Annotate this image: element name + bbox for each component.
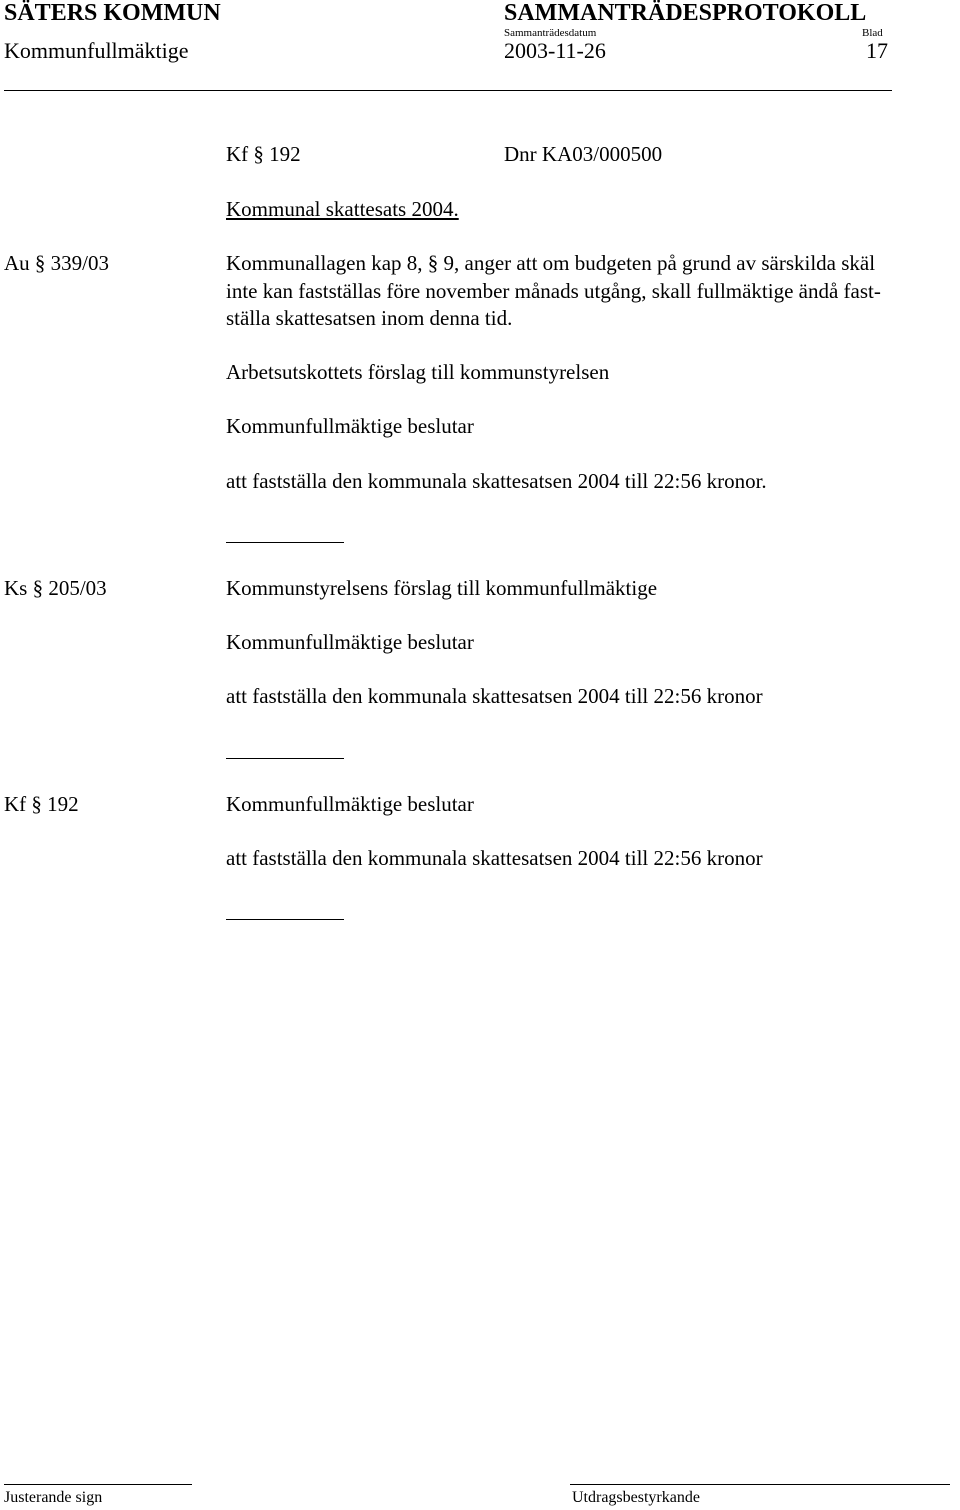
case-title: Kommunal skattesats 2004. (226, 197, 459, 221)
au-text-line-2: inte kan fastställas före november månads utgång, skall fullmäktige ändå fast- (226, 279, 881, 303)
body-name: Kommunfullmäktige (4, 38, 189, 63)
au-decision-heading: Kommunfullmäktige beslutar (226, 414, 474, 438)
ks-decision: att fastställa den kommunala skattesatsen 2004 till 22:56 kronor (226, 684, 763, 708)
case-ref: Kf § 192 (226, 142, 301, 166)
au-proposal: Arbetsutskottets förslag till kommunstyrelsen (226, 360, 610, 384)
separator-1 (226, 542, 344, 543)
case-dnr: Dnr KA03/000500 (504, 142, 663, 166)
au-ref: Au § 339/03 (4, 251, 109, 275)
kf-ref: Kf § 192 (4, 792, 79, 816)
ks-ref: Ks § 205/03 (4, 576, 107, 600)
meeting-date: 2003-11-26 (504, 38, 606, 63)
footer-justerande: Justerande sign (4, 1489, 103, 1506)
au-text-line-1: Kommunallagen kap 8, § 9, anger att om budgeten på grund av särskilda skäl (226, 251, 876, 275)
footer-utdrag: Utdragsbestyrkande (572, 1489, 700, 1506)
org-name: SÄTERS KOMMUN (4, 0, 221, 26)
au-decision: att fastställa den kommunala skattesatsen 2004 till 22:56 kronor. (226, 469, 767, 493)
page-label: Blad (862, 27, 883, 39)
kf-decision-heading: Kommunfullmäktige beslutar (226, 792, 474, 816)
page-number: 17 (866, 38, 888, 63)
document-type: SAMMANTRÄDESPROTOKOLL (504, 0, 867, 26)
ks-proposal: Kommunstyrelsens förslag till kommunfullmäktige (226, 576, 658, 600)
footer-rule-left (4, 1484, 192, 1485)
au-text-line-3: ställa skattesatsen inom denna tid. (226, 306, 513, 330)
footer-rule-right (570, 1484, 950, 1485)
date-label: Sammanträdesdatum (504, 27, 597, 39)
separator-2 (226, 758, 344, 759)
header-rule (4, 90, 892, 91)
separator-3 (226, 919, 344, 920)
kf-decision: att fastställa den kommunala skattesatsen 2004 till 22:56 kronor (226, 846, 763, 870)
ks-decision-heading: Kommunfullmäktige beslutar (226, 630, 474, 654)
